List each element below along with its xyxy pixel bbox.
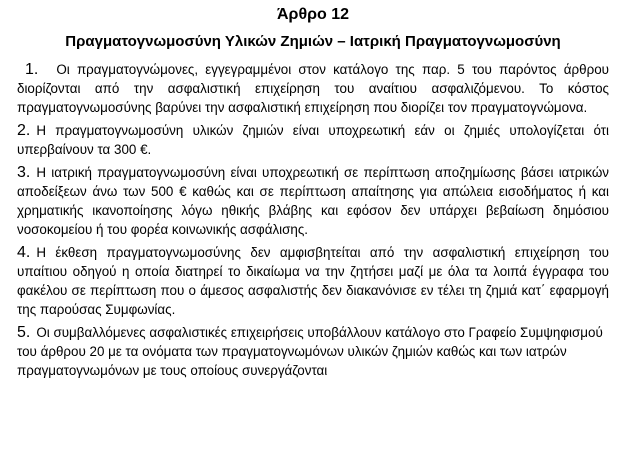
article-title: Άρθρο 12 [276,6,349,23]
article-subtitle: Πραγματογνωμοσύνη Υλικών Ζημιών – Ιατρική Πραγματογνωμοσύνη [65,33,561,50]
paragraph-1 [17,60,609,117]
paragraph-text: Η έκθεση πραγματογνωμοσύνης δεν αμφισβητείται από την ασφαλιστική επιχείρηση του υπαίτιου οδηγού η οποία διατηρεί το δικαίωμα να την ζητήσει μαζί με όλα τα λοιπά έγγραφα του φακέλου σε περίπτωση που ο άμεσος ασφαλιστής δεν διακανόνισε εν τέλει τη ζημιά κατ΄ εφαρμογή της παρούσας Συμφωνίας. [17,245,609,317]
paragraph-text: Η πραγματογνωμοσύνη υλικών ζημιών είναι υποχρεωτική εάν οι ζημιές υπολογίζεται ότι υπερβαίνουν τα 300 €. [17,123,609,157]
paragraph-number: 4. [17,244,31,261]
paragraph-text: Οι συμβαλλόμενες ασφαλιστικές επιχειρήσεις υποβάλλουν κατάλογο στο Γραφείο Συμψηφισμού του άρθρου 20 με τα ονόματα των πραγματογνωμόνων υλικών ζημιών καθώς και των ιατρών πραγματογνωμόνων με τους οποίους συνεργάζονται [17,325,603,378]
paragraph-2 [17,121,609,159]
paragraph-text: Η ιατρική πραγματογνωμοσύνη είναι υποχρεωτική σε περίπτωση αποζημίωσης βάσει ιατρικών αποδείξεων άνω των 500 € καθώς και σε περίπτωση απαίτησης για απώλεια εισοδήματος ή και χρηματικής ικανοποίησης λόγω ηθικής βλάβης και εφόσον δεν υπάρχει βεβαίωση δημόσιου νοσοκομείου ή του φορέα κοινωνικής ασφάλισης. [17,165,609,237]
paragraph-number: 3. [17,164,31,181]
paragraph-4 [17,243,609,319]
paragraph-5 [17,323,609,380]
paragraph-number: 2. [17,122,31,139]
paragraph-text: Οι πραγματογνώμονες, εγγεγραμμένοι στον κατάλογο της παρ. 5 του παρόντος άρθρου διορίζονται από την ασφαλιστική επιχείρηση του αναίτιου ασφαλιζόμενου. Το κόστος πραγματογνωμοσύνης βαρύνει την ασφαλιστική επιχείρηση που διορίζει τον πραγματογνώμονα. [17,62,609,115]
paragraph-3 [17,163,609,239]
paragraph-number: 1. [25,61,39,78]
paragraph-number: 5. [17,324,31,341]
